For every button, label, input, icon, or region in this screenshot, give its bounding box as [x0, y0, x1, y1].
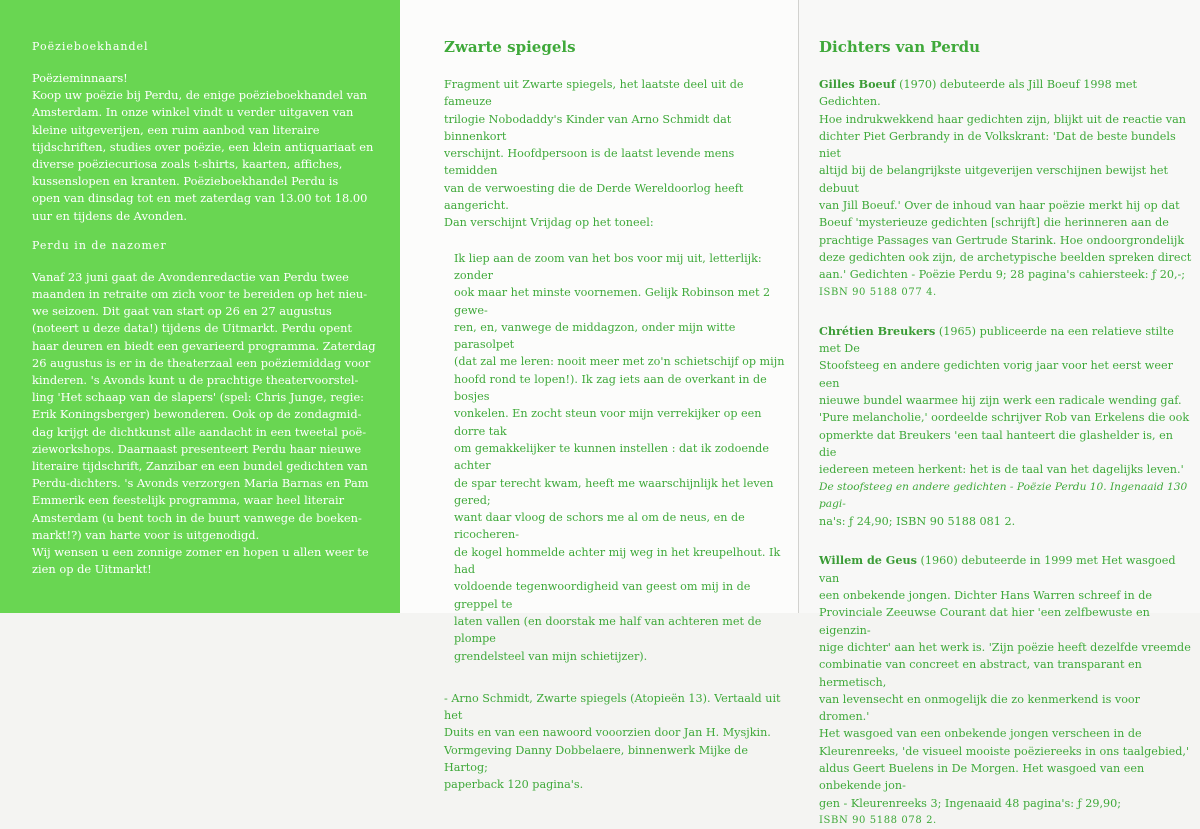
credit-line: Duits en van een nawoord vooorzien door Jan H. Mysjkin. [444, 726, 771, 740]
book-credits [444, 690, 786, 794]
quote-line: om gemakkelijker te kunnen instellen : dat ik zodoende achter [454, 441, 769, 473]
quote-line: want daar vloog de schors me al om de neus, en de ricocheren- [454, 511, 745, 542]
quote-line: laten vallen (en doorstak me half van achteren met de plompe [454, 614, 762, 646]
body-line: kinderen. 's Avonds kunt u de prachtige theatervoorstel- [32, 373, 359, 388]
fold-line [798, 0, 799, 613]
entry-line: aldus Geert Buelens in De Morgen. Het wasgoed van een onbekende jon- [819, 761, 1145, 793]
panel-dichters-van-perdu [798, 0, 1200, 826]
body-line: zien op de Uitmarkt! [32, 562, 152, 577]
entry-line: van levensecht en onmogelijk die zo kenmerkend is voor dromen.' [819, 692, 1141, 724]
isbn-line: ISBN 90 5188 078 2. [819, 814, 937, 826]
poet-name: Willem de Geus [819, 553, 917, 568]
heading-poezieboekhandel: Poëzieboekhandel [32, 40, 149, 53]
entry-line: prachtige Passages van Gertrude Starink. Hoe ondoorgrondelijk [819, 233, 1185, 247]
body-line: Emmerik een feestelijk programma, waar heel literair [32, 493, 345, 508]
entry-line: nieuwe bundel waarmee hij zijn werk een radicale wending gaf. [819, 394, 1182, 408]
credit-line: Vormgeving Danny Dobbelaere, binnenwerk Mijke de Hartog; [444, 743, 748, 774]
entry-line: Boeuf 'mysterieuze gedichten [schrijft] die herinneren aan de [819, 216, 1169, 230]
intro-line: van de verwoesting die de Derde Wereldoorlog heeft aangericht. [444, 181, 744, 213]
entry-line: van Jill Boeuf.' Over de inhoud van haar poëzie merkt hij op dat [819, 199, 1180, 213]
entry-line: na's: ƒ 24,90; ISBN 90 5188 081 2. [819, 515, 1016, 529]
credit-line: paperback 120 pagina's. [444, 778, 584, 792]
poet-name: Chrétien Breukers [819, 323, 936, 338]
entry-line: Chrétien Breukers (1965) publiceerde na een relatieve stilte met De [819, 323, 1174, 356]
poet-entry-gilles-boeuf [819, 76, 1192, 301]
title-dichters-van-perdu: Dichters van Perdu [819, 38, 981, 56]
title-zwarte-spiegels: Zwarte spiegels [444, 38, 576, 56]
intro-line: Amsterdam. In onze winkel vindt u verder uitgaven van [32, 105, 354, 120]
body-line: Wij wensen u een zonnige zomer en hopen u allen weer te [32, 545, 369, 560]
intro-line: verschijnt. Hoofdpersoon is de laatst levende mens temidden [444, 147, 735, 178]
entry-line: Stoofsteeg en andere gedichten vorig jaar voor het eerst weer een [819, 359, 1173, 390]
quote-line: Ik liep aan de zoom van het bos voor mij uit, letterlijk: zonder [454, 251, 762, 282]
body-line: (noteert u deze data!) tijdens de Uitmarkt. Perdu opent [32, 321, 352, 336]
poet-entry-chretien-breukers [819, 323, 1192, 531]
intro-line: trilogie Nobodaddy's Kinder van Arno Schmidt dat binnenkort [444, 112, 732, 143]
entry-line: Kleurenreeks, 'de visueel mooiste poëziereeks in ons taalgebied,' [819, 744, 1190, 758]
body-line: Perdu-dichters. 's Avonds verzorgen Maria Barnas en Pam [32, 476, 369, 491]
entry-line: aan.' Gedichten - Poëzie Perdu 9; 28 pagina's cahiersteek: ƒ 20,-; [819, 268, 1186, 282]
body-line: zieworkshops. Daarnaast presenteert Perdu haar nieuwe [32, 441, 362, 456]
intro-line: Poëzieminnaars! [32, 71, 128, 85]
intro-line: diverse poëziecuriosa zoals t-shirts, kaarten, affiches, [32, 157, 343, 172]
quote-line: voldoende tegenwoordigheid van geest om mij in de greppel te [454, 580, 751, 611]
entry-line: Provinciale Zeeuwse Courant dat hier 'een zelfbewuste en eigenzin- [819, 606, 1150, 637]
entry-line: Gilles Boeuf (1970) debuteerde als Jill Boeuf 1998 met Gedichten. [819, 77, 1138, 109]
intro-line: kleine uitgeverijen, een ruim aanbod van literaire [32, 122, 320, 137]
entry-line: combinatie van concreet en abstract, van transparant en hermetisch, [819, 658, 1142, 689]
quote-line: grendelsteel van mijn schietijzer). [454, 649, 648, 663]
quote-line: de kogel hommelde achter mij weg in het kreupelhout. Ik had [454, 545, 781, 577]
entry-line: dichter Piet Gerbrandy in de Volkskrant: 'Dat de beste bundels niet [819, 129, 1176, 161]
fragment-intro [444, 76, 786, 232]
intro-line: kussenslopen en kranten. Poëzieboekhandel Perdu is [32, 174, 339, 189]
entry-line: De stoofsteeg en andere gedichten - Poëzie Perdu 10. Ingenaaid 130 pagi- [819, 480, 1188, 510]
quote-line: ren, en, vanwege de middagzon, onder mijn witte parasolpet [454, 320, 736, 352]
entry-line: deze gedichten ook zijn, de archetypische beelden spreken direct [819, 250, 1192, 264]
body-line: Erik Koningsberger) bewonderen. Ook op de zondagmid- [32, 407, 362, 422]
body-line: Amsterdam (u bent toch in de buurt vanwege de boeken- [32, 510, 362, 525]
intro-line: Dan verschijnt Vrijdag op het toneel: [444, 216, 654, 230]
body-line: haar deuren en biedt een gevarieerd programma. Zaterdag [32, 338, 376, 353]
quote-line: vonkelen. En zocht steun voor mijn verrekijker op een dorre tak [454, 407, 762, 438]
quote-line: (dat zal me leren: nooit meer met zo'n schietschijf op mijn [454, 355, 785, 369]
intro-line: open van dinsdag tot en met zaterdag van 13.00 tot 18.00 [32, 191, 368, 206]
entry-line: Willem de Geus (1960) debuteerde in 1999 met Het wasgoed van [819, 553, 1176, 585]
quote-line: hoofd rond te lopen!). Ik zag iets aan de overkant in de bosjes [454, 372, 767, 404]
entry-line: iedereen meteen herkent: het is de taal van het dagelijks leven.' [819, 463, 1184, 477]
poet-entry-willem-de-geus [819, 552, 1192, 829]
body-line: 26 augustus is er in de theaterzaal een poëziemiddag voor [32, 355, 371, 370]
entry-line: Hoe indrukwekkend haar gedichten zijn, blijkt uit de reactie van [819, 112, 1186, 126]
poet-name: Gilles Boeuf [819, 77, 896, 91]
nazomer-text [32, 269, 386, 579]
heading-perdu-in-de-nazomer: Perdu in de nazomer [32, 238, 167, 252]
body-line: dag krijgt de dichtkunst alle aandacht in een tweetal poë- [32, 424, 367, 439]
entry-line: 'Pure melancholie,' oordeelde schrijver Rob van Erkelens die ook [819, 411, 1190, 425]
quote-line: de spar terecht kwam, heeft me waarschijnlijk het leven gered; [454, 476, 774, 507]
body-line: markt!?) van harte voor is uitgenodigd. [32, 527, 260, 542]
body-line: maanden in retraite om zich voor te bereiden op het nieu- [32, 287, 368, 302]
credit-line: - Arno Schmidt, Zwarte spiegels (Atopieën 13). Vertaald uit het [444, 691, 781, 723]
entry-line: gen - Kleurenreeks 3; Ingenaaid 48 pagina's: ƒ 29,90; [819, 796, 1122, 810]
body-line: literaire tijdschrift, Zanzibar en een bundel gedichten van [32, 459, 368, 474]
intro-line: uur en tijdens de Avonden. [32, 208, 188, 223]
quote-line: ook maar het minste voornemen. Gelijk Robinson met 2 gewe- [454, 286, 771, 317]
intro-text [32, 70, 386, 225]
intro-line: tijdschriften, studies over poëzie, een klein antiquariaat en [32, 139, 374, 154]
entry-line: een onbekende jongen. Dichter Hans Warren schreef in de [819, 589, 1153, 603]
entry-line: opmerkte dat Breukers 'een taal hanteert die glashelder is, en die [819, 428, 1173, 459]
fragment-quote [444, 250, 786, 665]
entry-line: altijd bij de belangrijkste uitgeverijen verschijnen bewijst het debuut [819, 164, 1169, 195]
intro-line: Fragment uit Zwarte spiegels, het laatste deel uit de fameuze [444, 78, 744, 109]
panel-poezieboekhandel [0, 0, 400, 613]
intro-line: Koop uw poëzie bij Perdu, de enige poëzieboekhandel van [32, 88, 368, 103]
entry-line: Het wasgoed van een onbekende jongen verscheen in de [819, 727, 1142, 741]
isbn-line: ISBN 90 5188 077 4. [819, 286, 937, 298]
body-line: ling 'Het schaap van de slapers' (spel: Chris Junge, regie: [32, 390, 365, 405]
body-line: we seizoen. Dit gaat van start op 26 en 27 augustus [32, 304, 332, 319]
panel-zwarte-spiegels [400, 0, 798, 792]
body-line: Vanaf 23 juni gaat de Avondenredactie van Perdu twee [32, 269, 349, 284]
entry-line: nige dichter' aan het werk is. 'Zijn poëzie heeft dezelfde vreemde [819, 640, 1191, 654]
